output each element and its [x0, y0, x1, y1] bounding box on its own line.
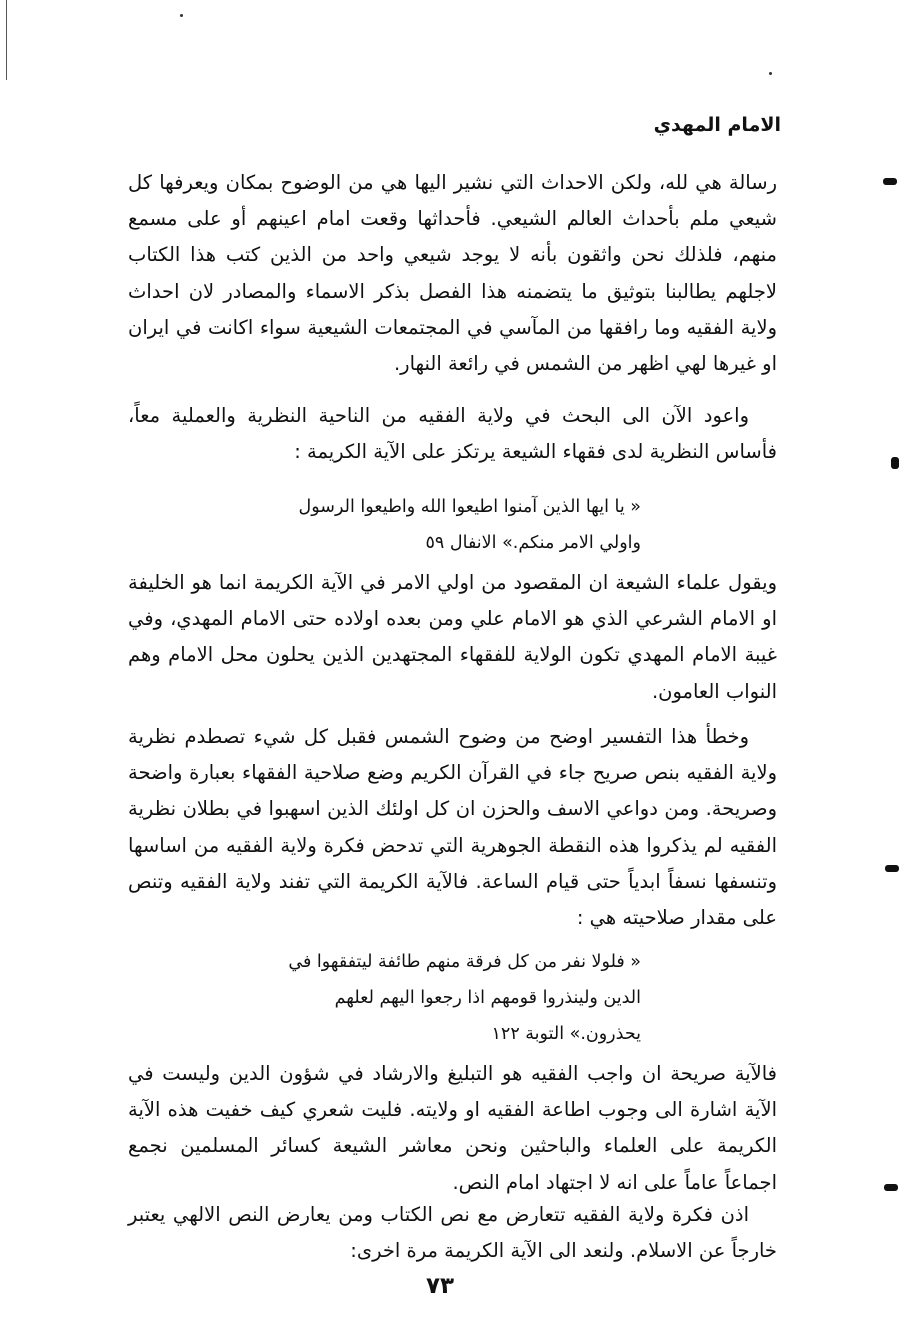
paragraph-6: اذن فكرة ولاية الفقيه تتعارض مع نص الكتاب ومن يعارض النص الالهي يعتبر خارجاً عن الاسلام. ولنعد الى الآية الكريمة مرة اخرى: [128, 1203, 777, 1263]
speck [180, 14, 183, 17]
quote-line: « يا ايها الذين آمنوا اطيعوا الله واطيعوا الرسول [298, 497, 641, 517]
speck [769, 72, 772, 75]
margin-mark [884, 1184, 898, 1191]
quote-line: « فلولا نفر من كل فرقة منهم طائفة ليتفقهوا في [288, 952, 641, 972]
paragraph-4: وخطأ هذا التفسير اوضح من وضوح الشمس فقبل كل شيء تصطدم نظرية ولاية الفقيه بنص صريح جاء في القرآن الكريم وضع صلاحية الفقهاء بعبارة واضحة وصريحة. ومن دواعي الاسف والحزن ان كل اولئك الذين اسهبوا في بطلان نظرية الفقيه لم يذكروا هذه النقطة الجوهرية التي تدحض فكرة ولاية الفقيه من اساسها وتنسفها نسفاً ابدياً حتى قيام الساعة. فالآية الكريمة التي تفند ولاية الفقيه وتنص على مقدار صلاحيته هي : [128, 725, 777, 930]
quran-quote-anfal [221, 489, 641, 561]
quran-quote-tawba [241, 944, 641, 1052]
page-number: ٧٣ [425, 1273, 455, 1299]
margin-mark [891, 457, 899, 469]
paragraph-3: ويقول علماء الشيعة ان المقصود من اولي الامر في الآية الكريمة انما هو الخليفة او الامام الشرعي الذي هو الامام علي ومن بعده اولاده حتى الامام المهدي، وفي غيبة الامام المهدي تكون الولاية للفقهاء المجتهدين الذين يحلون محل الامام وهم النواب العامون. [128, 571, 777, 703]
margin-mark [885, 865, 899, 872]
paragraph-1: رسالة هي لله، ولكن الاحداث التي نشير اليها هي من الوضوح بمكان ويعرفها كل شيعي ملم بأحداث العالم الشيعي. فأحداثها وقعت امام اعينهم أو على مسمع منهم، فلذلك نحن واثقون بأنه لا يوجد شيعي واحد من الذين كتب هذا الكتاب لاجلهم يطالبنا بتوثيق ما يتضمنه هذا الفصل بذكر الاسماء والمصادر لان احداث ولاية الفقيه وما رافقها من المآسي في المجتمعات الشيعية سواء اكانت في ايران او غيرها لهي اظهر من الشمس في رائعة النهار. [128, 171, 777, 376]
page-edge-line [6, 0, 7, 80]
paragraph-5: فالآية صريحة ان واجب الفقيه هو التبليغ والارشاد في شؤون الدين وليست في الآية اشارة الى وجوب اطاعة الفقيه او ولايته. فليت شعري كيف خفيت هذه الآية الكريمة على العلماء والباحثين ونحن معاشر الشيعة كسائر المسلمين نجمع اجماعاً عاماً على انه لا اجتهاد امام النص. [128, 1062, 777, 1194]
quote-line: واولي الامر منكم.» الانفال ٥٩ [425, 533, 641, 553]
quote-line: الدين ولينذروا قومهم اذا رجعوا اليهم لعلهم [334, 988, 641, 1008]
paragraph-2: واعود الآن الى البحث في ولاية الفقيه من الناحية النظرية والعملية معاً، فأساس النظرية لدى فقهاء الشيعة يرتكز على الآية الكريمة : [128, 404, 777, 464]
quote-line: يحذرون.» التوبة ١٢٢ [491, 1024, 641, 1044]
margin-mark [883, 178, 897, 185]
running-header: الامام المهدي [653, 114, 781, 136]
